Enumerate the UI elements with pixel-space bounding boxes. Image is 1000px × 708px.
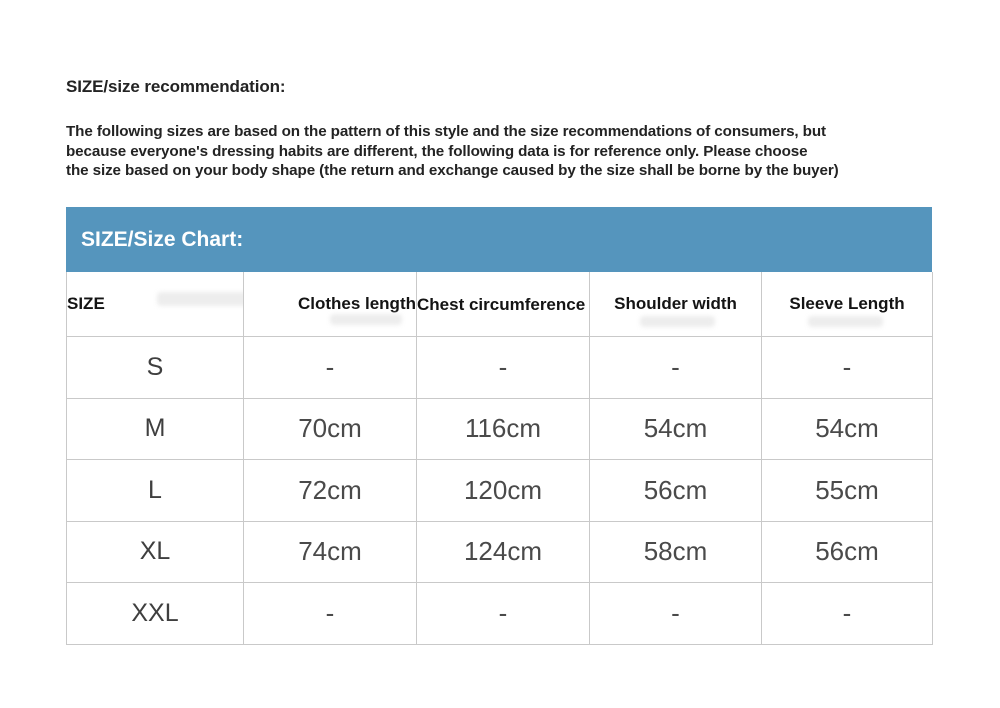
chest-circumference-cell: - [417, 337, 590, 399]
intro-line: The following sizes are based on the pattern of this style and the size recommendations of consumers, but [66, 123, 826, 140]
table-row [67, 521, 933, 583]
column-header-shoulder-width: Shoulder width [590, 272, 762, 337]
shoulder-width-cell: 56cm [590, 460, 762, 522]
shoulder-width-cell: - [590, 583, 762, 645]
size-cell: M [67, 398, 244, 460]
size-chart-title-bar [66, 207, 932, 272]
table-header-row [67, 272, 933, 337]
shoulder-width-cell: 54cm [590, 398, 762, 460]
clothes-length-cell: - [244, 337, 417, 399]
table-row [67, 398, 933, 460]
table-row [67, 337, 933, 399]
size-recommendation-text [66, 122, 1000, 181]
size-chart-table [66, 272, 933, 645]
column-header-sleeve-length: Sleeve Length [762, 272, 933, 337]
column-header-clothes-length: Clothes length [244, 272, 417, 337]
table-row [67, 460, 933, 522]
size-cell: XL [67, 521, 244, 583]
size-cell: XXL [67, 583, 244, 645]
column-header-chest-circumference: Chest circumference [417, 272, 590, 337]
sleeve-length-cell: 55cm [762, 460, 933, 522]
intro-line: because everyone's dressing habits are different, the following data is for reference only. Please choose [66, 142, 808, 160]
sleeve-length-cell: - [762, 337, 933, 399]
chest-circumference-cell: 124cm [417, 521, 590, 583]
chest-circumference-cell: 116cm [417, 398, 590, 460]
chest-circumference-cell: - [417, 583, 590, 645]
table-row [67, 583, 933, 645]
column-header-size: SIZE [67, 272, 244, 337]
size-cell: L [67, 460, 244, 522]
sleeve-length-cell: 54cm [762, 398, 933, 460]
clothes-length-cell: 70cm [244, 398, 417, 460]
intro-line: the size based on your body shape (the return and exchange caused by the size shall be borne by the buyer) [66, 162, 839, 180]
size-cell: S [67, 337, 244, 399]
chest-circumference-cell: 120cm [417, 460, 590, 522]
clothes-length-cell: 72cm [244, 460, 417, 522]
shoulder-width-cell: 58cm [590, 521, 762, 583]
clothes-length-cell: - [244, 583, 417, 645]
sleeve-length-cell: 56cm [762, 521, 933, 583]
page-title: SIZE/size recommendation: [66, 77, 286, 96]
clothes-length-cell: 74cm [244, 521, 417, 583]
shoulder-width-cell: - [590, 337, 762, 399]
size-chart-title: SIZE/Size Chart: [81, 227, 244, 251]
sleeve-length-cell: - [762, 583, 933, 645]
